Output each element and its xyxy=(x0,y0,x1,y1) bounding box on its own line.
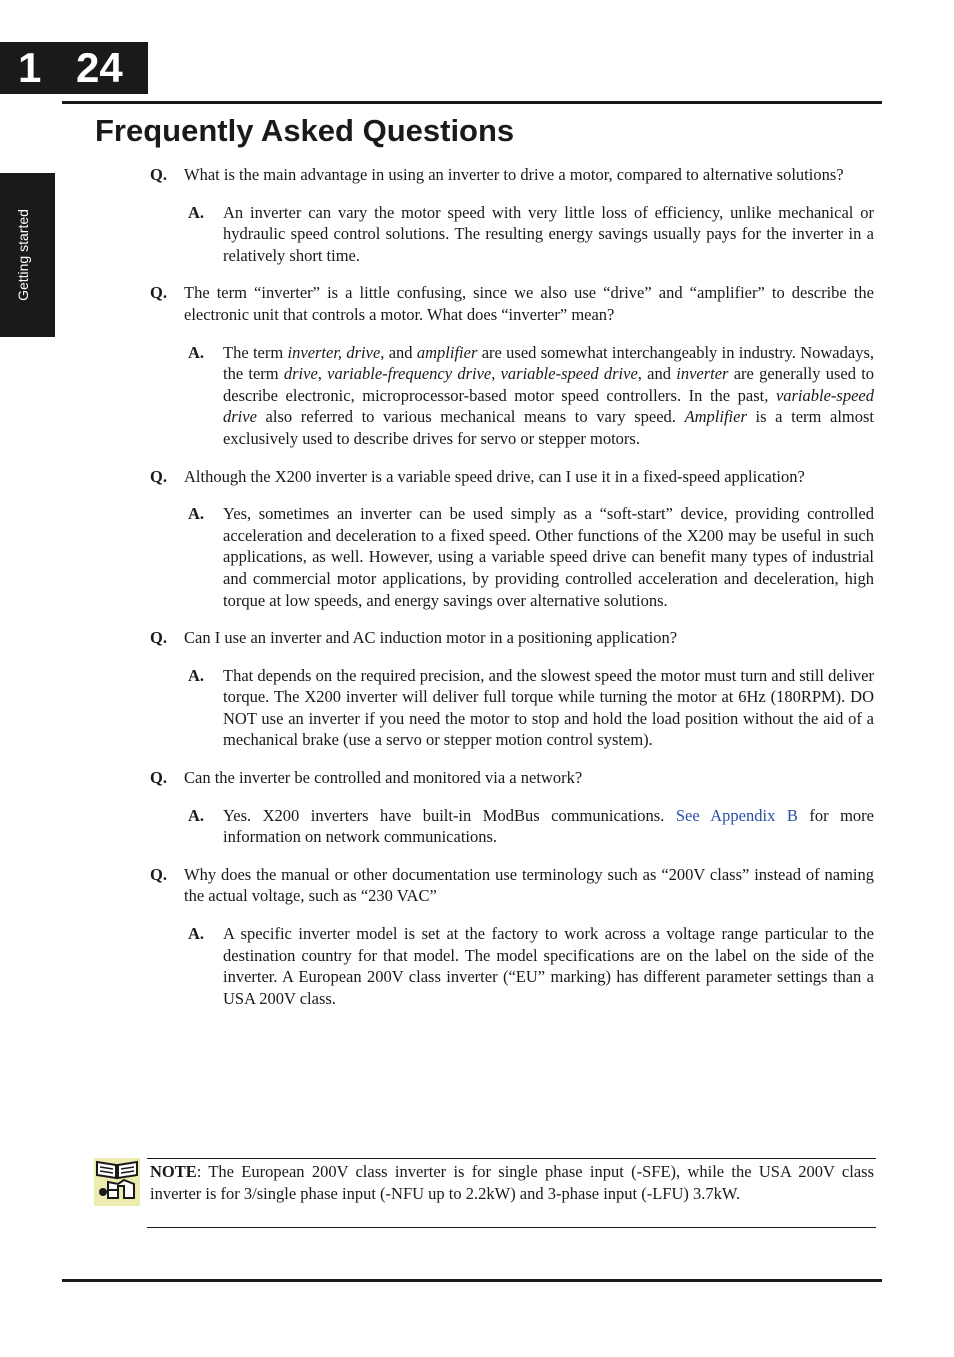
answer-term-italic: variable-frequency drive xyxy=(327,364,492,384)
page-title: Frequently Asked Questions xyxy=(95,113,515,148)
answer-term-italic: amplifier xyxy=(416,342,478,362)
answer-1 xyxy=(188,202,874,267)
answer-text: That depends on the required precision, and the slowest speed the motor must turn and still deliver torque. The X200 inverter will deliver full torque while turning the motor at 6Hz (180RPM). DO NOT use an inverter if you need the motor to stop and hold the load position without the aid of a mechanical brake (use a servo or stepper motion control system). xyxy=(223,665,874,750)
note-bottom-rule xyxy=(147,1227,876,1228)
answer-text-part: and xyxy=(384,342,417,362)
question-label: Q. xyxy=(150,864,167,884)
answer-term-italic: variable-speed drive xyxy=(223,385,874,427)
answer-5 xyxy=(188,805,874,848)
question-text: Why does the manual or other documentation use terminology such as “200V class” instead of naming the actual voltage, such as “230 VAC” xyxy=(184,864,874,906)
answer-label: A. xyxy=(188,504,205,524)
page-header-box xyxy=(0,42,148,94)
answer-4 xyxy=(188,665,874,751)
question-3 xyxy=(150,466,874,488)
answer-text-part: are used somewhat interchangeably in industry. Nowadays, the term xyxy=(223,342,874,384)
answer-text-part: The term xyxy=(223,342,288,362)
question-5 xyxy=(150,767,874,789)
answer-text-part: , and xyxy=(637,364,677,384)
answer-label: A. xyxy=(188,342,205,362)
answer-label: A. xyxy=(188,665,205,685)
note-text: : The European 200V class inverter is for single phase input (-SFE), while the USA 200V class inverter is for 3/single phase input (-NFU up to 2.2kW) and 3-phase input (-LFU) 3.7kW. xyxy=(150,1162,874,1203)
answer-label: A. xyxy=(188,924,205,944)
question-4 xyxy=(150,627,874,649)
answer-6 xyxy=(188,923,874,1009)
question-label: Q. xyxy=(150,466,167,486)
answer-label: A. xyxy=(188,202,205,222)
answer-text-part: are generally used to describe electronic, microprocessor-based motor speed controllers. In the past, xyxy=(223,364,875,405)
chapter-number: 1 xyxy=(18,44,42,91)
answer-text-part: , xyxy=(491,364,501,384)
question-1 xyxy=(150,164,874,186)
page-number: 24 xyxy=(76,44,123,91)
answer-text: for more information on network communications. xyxy=(223,805,874,847)
question-6 xyxy=(150,864,874,907)
faq-list xyxy=(150,164,874,1025)
answer-text-part: also referred to various mechanical means to vary speed. xyxy=(256,407,685,427)
question-label: Q. xyxy=(150,628,167,648)
answer-text-part: is a term almost exclusively used to describe drives for servo or stepper motors. xyxy=(223,407,874,448)
question-label: Q. xyxy=(150,768,167,788)
answer-text-part: , xyxy=(317,364,328,384)
question-label: Q. xyxy=(150,283,167,303)
answer-term-italic: drive xyxy=(283,364,318,384)
question-text: Although the X200 inverter is a variable speed drive, can I use it in a fixed-speed application? xyxy=(184,466,805,486)
question-text: What is the main advantage in using an inverter to drive a motor, compared to alternative solutions? xyxy=(184,165,844,184)
note-label: NOTE xyxy=(150,1162,197,1181)
answer-text: Yes. X200 inverters have built-in ModBus communications. xyxy=(223,805,676,825)
answer-term-italic: inverter, drive, xyxy=(287,342,385,362)
side-tab-label: Getting started xyxy=(15,209,31,301)
answer-term-italic: variable-speed drive xyxy=(500,364,638,384)
answer-term-italic: inverter xyxy=(676,364,729,384)
question-2 xyxy=(150,282,874,325)
answer-2 xyxy=(188,342,874,450)
top-rule xyxy=(62,101,882,104)
note-book-icon xyxy=(94,1158,140,1206)
note-paragraph xyxy=(150,1161,874,1204)
question-label: Q. xyxy=(150,165,167,184)
answer-3 xyxy=(188,503,874,611)
answer-term-italic: Amplifier xyxy=(684,407,747,427)
question-text: Can the inverter be controlled and monitored via a network? xyxy=(184,768,583,788)
answer-text: An inverter can vary the motor speed with very little loss of efficiency, unlike mechanical or hydraulic speed control solutions. The resulting energy savings usually pays for the inverter in a relatively short time. xyxy=(223,202,874,265)
answer-text: Yes, sometimes an inverter can be used simply as a “soft-start” device, providing controlled acceleration and deceleration to a fixed speed. Other functions of the X200 may be useful in such applications, as well. However, using a variable speed drive can benefit many types of industrial and commercial motor applications, by providing controlled acceleration and deceleration, high torque at low speeds, and energy savings over alternative solutions. xyxy=(223,504,874,610)
answer-label: A. xyxy=(188,805,205,825)
answer-text: A specific inverter model is set at the factory to work across a voltage range particular to the destination country for that model. The model specifications are on the label on the side of the inverter. A European 200V class inverter (“EU” marking) has different parameter settings than a USA 200V class. xyxy=(223,924,874,1008)
question-text: The term “inverter” is a little confusing, since we also use “drive” and “amplifier” to describe the electronic unit that controls a motor. What does “inverter” mean? xyxy=(184,283,874,324)
appendix-b-link[interactable]: See Appendix B xyxy=(675,805,798,825)
bottom-rule xyxy=(62,1279,882,1282)
question-text: Can I use an inverter and AC induction motor in a positioning application? xyxy=(184,628,678,648)
side-tab xyxy=(0,173,55,337)
note-top-rule xyxy=(147,1158,876,1159)
